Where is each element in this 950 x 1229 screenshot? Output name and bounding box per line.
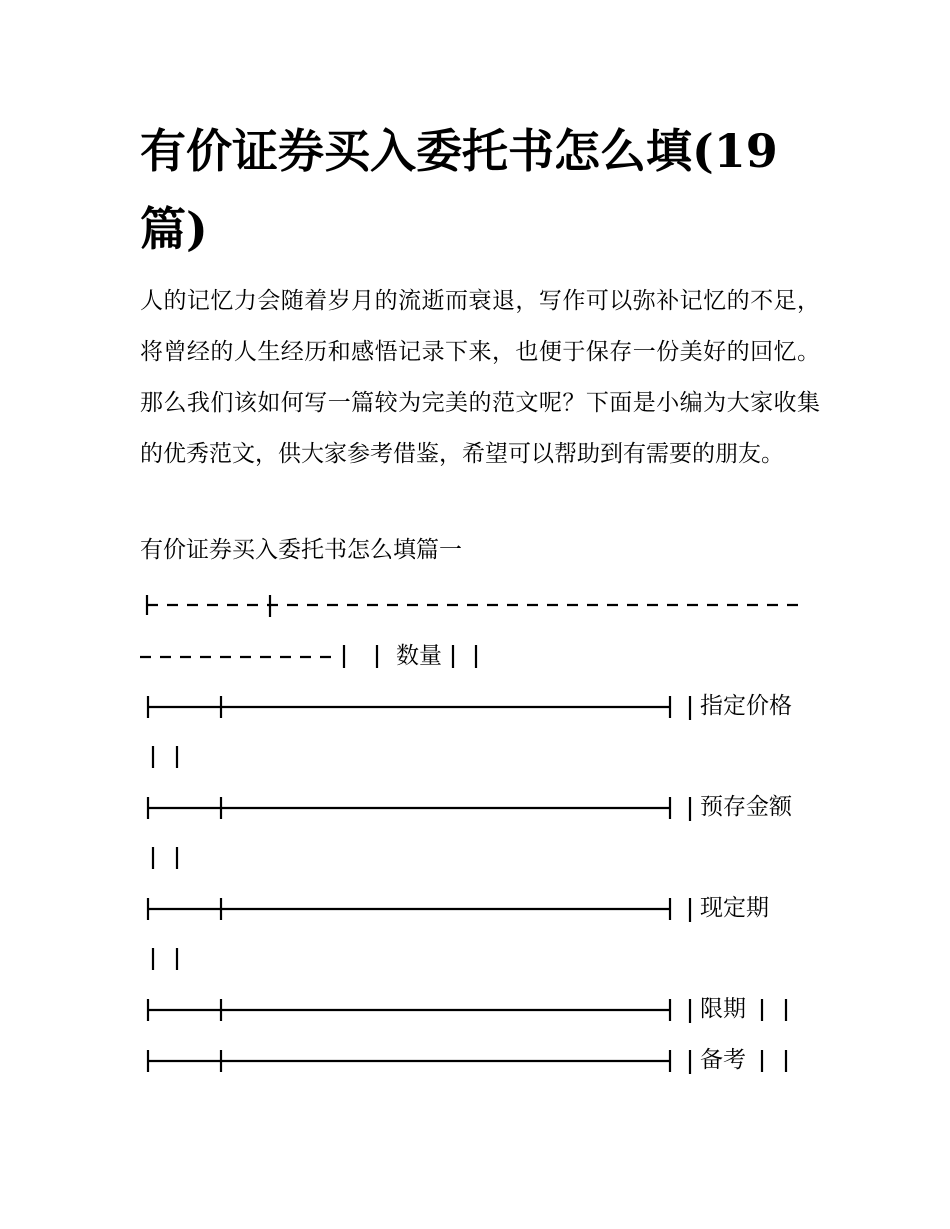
row-line-fixed-term <box>148 898 690 970</box>
label-quantity: 数量 <box>396 643 442 669</box>
row-line-remarks <box>148 1050 786 1074</box>
section-heading: 有价证券买入委托书怎么填篇一 <box>140 537 462 563</box>
row-line-time-limit <box>148 999 786 1023</box>
label-deposit-amount: 预存金额 <box>700 794 792 820</box>
label-specified-price: 指定价格 <box>700 693 792 719</box>
label-fixed-term: 现定期 <box>700 895 769 921</box>
label-time-limit: 限期 <box>700 996 746 1022</box>
intro-paragraph: 人的记忆力会随着岁月的流逝而衰退，写作可以弥补记忆的不足，将曾经的人生经历和感悟记录下来，也便于保存一份美好的回忆。那么我们该如何写一篇较为完美的范文呢？下面是小编为大家收集的优秀范文，供大家参考借鉴，希望可以帮助到有需要的朋友。 <box>140 288 820 467</box>
label-remarks: 备考 <box>700 1047 746 1073</box>
row-line-specified-price <box>148 696 690 768</box>
header-dashed-line <box>140 595 800 668</box>
row-line-deposit-amount <box>148 797 690 869</box>
page-title: 有价证券买入委托书怎么填(19篇) <box>140 124 778 256</box>
